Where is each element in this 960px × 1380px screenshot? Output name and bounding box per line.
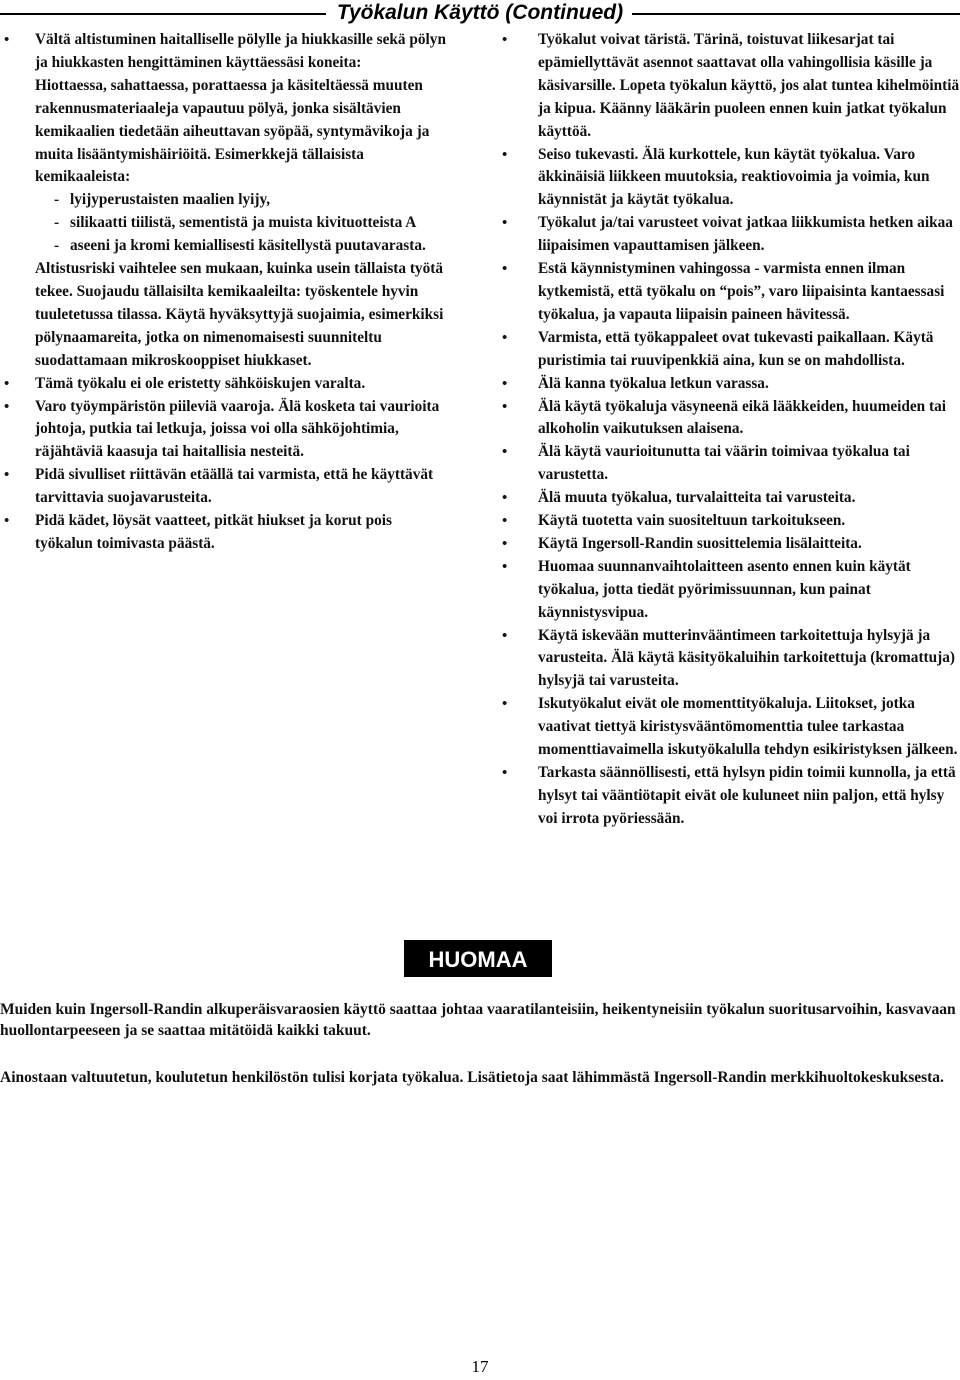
left-bullet-list-2 xyxy=(0,373,450,556)
header-rule-right xyxy=(632,13,960,15)
bullet-item: • Käytä iskevään mutterinvääntimeen tarkoitettuja hylsyjä ja varusteita. Älä käytä käsityökaluihin tarkoitettuja (kromattuja) hylsyjä tai varusteita. xyxy=(502,625,960,694)
chemical-example: - lyijyperustaisten maalien lyijy, xyxy=(54,189,450,212)
dust-paragraph: Hiottaessa, sahattaessa, porattaessa ja käsiteltäessä muuten rakennusmateriaaleja vapautuu pölyä, jonka sisältävien kemikaalien tiedetään aiheuttavan syöpää, syntymävikoja ja muita lisääntymishäiriöitä. Esimerkkejä tällaisista kemikaaleista: xyxy=(35,76,430,186)
bullet-item: • Varo työympäristön piileviä vaaroja. Älä kosketa tai vaurioita johtoja, putkia tai letkuja, joissa voi olla sähköjohtimia, räjähtäviä kaasuja tai haitallisia nesteitä. xyxy=(0,396,450,465)
bullet-item: • Käytä Ingersoll-Randin suosittelemia lisälaitteita. xyxy=(502,533,960,556)
page-title: Työkalun Käyttö (Continued) xyxy=(336,1,624,24)
right-bullet-list xyxy=(502,29,960,831)
bullet-item: • Tämä työkalu ei ole eristetty sähköiskujen varalta. xyxy=(0,373,450,396)
notice-paragraph: Ainostaan valtuutetun, koulutetun henkilöstön tulisi korjata työkalua. Lisätietoja saat lähimmästä Ingersoll-Randin merkkihuoltokeskuksesta. xyxy=(0,1069,944,1086)
right-column xyxy=(502,29,960,831)
bullet-item: • Estä käynnistyminen vahingossa - varmista ennen ilman kytkemistä, että työkalu on “pois”, varo liipaisinta kantaessasi työkalua, ja vapauta liipaisin paineen hävitessä. xyxy=(502,258,960,327)
bullet-item: • Älä muuta työkalua, turvalaitteita tai varusteita. xyxy=(502,487,960,510)
exposure-paragraph: Altistusriski vaihtelee sen mukaan, kuinka usein tällaista työtä tekee. Suojaudu tällaisilta kemikaaleilta: työskentele hyvin tuuletetussa tilassa. Käytä hyväksyttyjä suojaimia, esimerkiksi pölynaamareita, jotka on nimenomaisesti suunniteltu suodattamaan mikroskooppiset hiukkaset. xyxy=(35,260,444,369)
notice-label: HUOMAA xyxy=(404,940,552,977)
page-number: 17 xyxy=(471,1357,489,1376)
chemical-examples-list xyxy=(35,189,450,258)
dust-intro: Vältä altistuminen haitalliselle pölylle ja hiukkasille sekä pölyn ja hiukkasten hengittäminen käyttäessäsi koneita: xyxy=(35,31,446,71)
page-header xyxy=(0,0,960,28)
bullet-item: • Älä käytä työkaluja väsyneenä eikä lääkkeiden, huumeiden tai alkoholin vaikutuksen alaisena. xyxy=(502,396,960,442)
chemical-example: - silikaatti tiilistä, sementistä ja muista kivituotteista A xyxy=(54,212,450,235)
bullet-item: • Seiso tukevasti. Älä kurkottele, kun käytät työkalua. Varo äkkinäisiä liikkeen muutoksia, reaktiovoimia ja voimia, kun käynnistät ja käytät työkalua. xyxy=(502,144,960,213)
left-column xyxy=(0,29,450,556)
bullet-item: • Pidä sivulliset riittävän etäällä tai varmista, että he käyttävät tarvittavia suojavarusteita. xyxy=(0,464,450,510)
notice-paragraph: Muiden kuin Ingersoll-Randin alkuperäisvaraosien käyttö saattaa johtaa vaaratilanteisiin, heikentyneisiin työkalun suoritusarvoihin, kasvavaan huollontarpeeseen ja se saattaa mitätöidä kaikki takuut. xyxy=(0,1001,956,1039)
bullet-item: • Työkalut voivat täristä. Tärinä, toistuvat liikesarjat tai epämiellyttävät asennot saattavat olla vahingollisia käsille ja käsivarsille. Lopeta työkalun käyttö, jos alat tuntea kihelmöintiä ja kipua. Käänny lääkärin puoleen ennen kuin jatkat työkalun käyttöä. xyxy=(502,29,960,144)
bullet-item: • Tarkasta säännöllisesti, että hylsyn pidin toimii kunnolla, ja että hylsyt tai vääntiötapit eivät ole kuluneet niin paljon, että hylsy voi irrota pyöriessään. xyxy=(502,762,960,831)
bullet-item: • Käytä tuotetta vain suositeltuun tarkoitukseen. xyxy=(502,510,960,533)
bullet-item: • Älä käytä vaurioitunutta tai väärin toimivaa työkalua tai varustetta. xyxy=(502,441,960,487)
bullet-dust-exposure xyxy=(0,29,450,75)
bullet-item: • Varmista, että työkappaleet ovat tukevasti paikallaan. Käytä puristimia tai ruuvipenkkiä aina, kun se on mahdollista. xyxy=(502,327,960,373)
bullet-item: • Älä kanna työkalua letkun varassa. xyxy=(502,373,960,396)
chemical-example: - aseeni ja kromi kemiallisesti käsitellystä puutavarasta. xyxy=(54,235,450,258)
left-bullet-list xyxy=(0,29,450,75)
bullet-item: • Iskutyökalut eivät ole momenttityökaluja. Liitokset, jotka vaativat tiettyä kiristysvääntömomenttia tulee tarkastaa momenttiavaimella iskutyökalulla tehdyn esikiristyksen jälkeen. xyxy=(502,693,960,762)
bullet-item: • Työkalut ja/tai varusteet voivat jatkaa liikkumista hetken aikaa liipaisimen vapauttamisen jälkeen. xyxy=(502,212,960,258)
header-rule-left xyxy=(0,13,326,15)
bullet-item: • Pidä kädet, löysät vaatteet, pitkät hiukset ja korut pois työkalun toimivasta päästä. xyxy=(0,510,450,556)
dust-details xyxy=(0,75,450,373)
bullet-item: • Huomaa suunnanvaihtolaitteen asento ennen kuin käytät työkalua, jotta tiedät pyörimissuunnan, kun painat käynnistysvipua. xyxy=(502,556,960,625)
